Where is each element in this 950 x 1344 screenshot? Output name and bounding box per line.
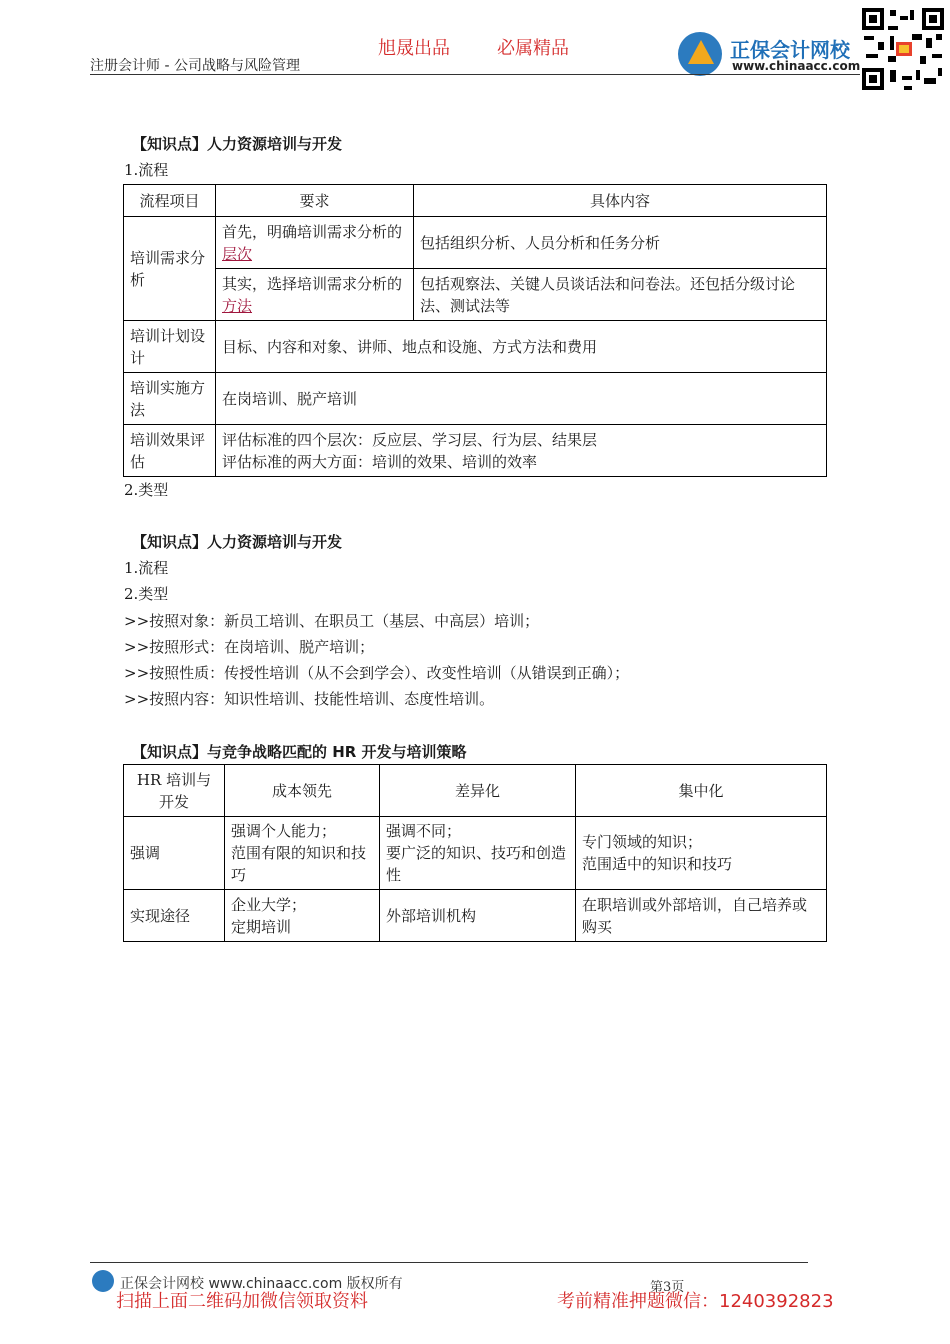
brand-name: 正保会计网校	[730, 38, 850, 62]
row-label: 培训计划设计	[124, 321, 216, 373]
footer-promo-right: 考前精准押题微信：1240392823	[557, 1291, 834, 1312]
slogan-left: 旭晟出品	[378, 38, 450, 59]
cell-line: 范围有限的知识和技巧	[231, 844, 367, 884]
section2-heading: 【知识点】人力资源培训与开发	[132, 533, 343, 551]
list-item: 2.类型	[124, 585, 169, 603]
table-row	[124, 890, 827, 942]
cell-line: 外部培训机构	[386, 906, 477, 925]
eval-line: 评估标准的两大方面：培训的效果、培训的效率	[222, 452, 538, 471]
table-header-row	[124, 765, 827, 817]
table-header-cell: 差异化	[380, 765, 576, 817]
slogan-right: 必属精品	[497, 38, 569, 59]
table-header-row	[124, 185, 827, 217]
cell-line: 定期培训	[231, 917, 292, 936]
table-row	[124, 269, 827, 321]
content-cell: 包括观察法、关键人员谈话法和问卷法。还包括分级讨论法、测试法等	[414, 269, 827, 321]
requirement-text: 其实，选择培训需求分析的	[222, 274, 403, 293]
list-item: >>按照内容：知识性培训、技能性培训、态度性培训。	[124, 690, 495, 708]
cell-line: 要广泛的知识、技巧和创造性	[386, 844, 567, 884]
page-number: 第3页	[650, 1280, 685, 1295]
table-header-cell: 具体内容	[414, 185, 827, 217]
cost-cell	[225, 890, 380, 942]
table-header-cell: HR 培训与开发	[124, 765, 225, 817]
list-item: >>按照形式：在岗培训、脱产培训；	[124, 638, 375, 656]
section1-sub-process: 1.流程	[124, 161, 169, 179]
table-row	[124, 817, 827, 890]
table-row	[124, 425, 827, 477]
cost-cell	[225, 817, 380, 890]
list-item: >>按照性质：传授性培训（从不会到学会）、改变性培训（从错误到正确）；	[124, 664, 630, 682]
table-row	[124, 321, 827, 373]
qr-code-icon	[860, 6, 946, 92]
footer-copyright: 正保会计网校 www.chinaacc.com 版权所有	[120, 1276, 403, 1292]
focus-cell	[576, 890, 827, 942]
list-item: 1.流程	[124, 559, 169, 577]
training-process-table	[123, 184, 827, 477]
content-cell: 包括组织分析、人员分析和任务分析	[414, 217, 827, 269]
brand-url: www.chinaacc.com	[732, 59, 861, 73]
cell-line: 专门领域的知识；	[582, 833, 703, 851]
course-title: 注册会计师 - 公司战略与风险管理	[90, 58, 300, 74]
content-cell: 目标、内容和对象、讲师、地点和设施、方式方法和费用	[216, 321, 827, 373]
content-cell	[216, 425, 827, 477]
table-header-cell: 要求	[216, 185, 414, 217]
requirement-cell	[216, 269, 414, 321]
footer-promo-left: 扫描上面二维码加微信领取资料	[116, 1291, 368, 1312]
row-label: 培训效果评估	[124, 425, 216, 477]
section1-heading: 【知识点】人力资源培训与开发	[132, 135, 343, 153]
cell-line: 范围适中的知识和技巧	[582, 855, 733, 873]
footer-divider	[90, 1262, 808, 1263]
row-label: 培训实施方法	[124, 373, 216, 425]
hr-strategy-table	[123, 764, 827, 942]
requirement-text: 首先，明确培训需求分析的	[222, 222, 403, 241]
diff-cell	[380, 890, 576, 942]
table-header-cell: 集中化	[576, 765, 827, 817]
cell-line: 在职培训或外部培训，自己培养或购买	[582, 895, 808, 936]
requirement-cell	[216, 217, 414, 269]
brand-logo-triangle-icon	[688, 40, 714, 64]
table-row	[124, 373, 827, 425]
header-divider	[90, 74, 860, 75]
row-label: 强调	[124, 817, 225, 890]
section3-heading: 【知识点】与竞争战略匹配的 HR 开发与培训策略	[132, 743, 467, 761]
focus-cell	[576, 817, 827, 890]
methods-link[interactable]: 方法	[222, 296, 253, 315]
diff-cell	[380, 817, 576, 890]
cell-line: 强调个人能力；	[231, 822, 337, 840]
cell-line: 企业大学；	[231, 895, 307, 914]
eval-line: 评估标准的四个层次：反应层、学习层、行为层、结果层	[222, 430, 598, 449]
content-cell: 在岗培训、脱产培训	[216, 373, 827, 425]
row-label: 实现途径	[124, 890, 225, 942]
levels-link[interactable]: 层次	[222, 244, 253, 263]
table-header-cell: 流程项目	[124, 185, 216, 217]
cell-line: 强调不同；	[386, 822, 462, 840]
table-header-cell: 成本领先	[225, 765, 380, 817]
list-item: >>按照对象：新员工培训、在职员工（基层、中高层）培训；	[124, 612, 540, 630]
footer-logo-icon	[92, 1270, 114, 1292]
row-label: 培训需求分析	[124, 217, 216, 321]
table-row	[124, 217, 827, 269]
section1-sub-types: 2.类型	[124, 481, 169, 499]
